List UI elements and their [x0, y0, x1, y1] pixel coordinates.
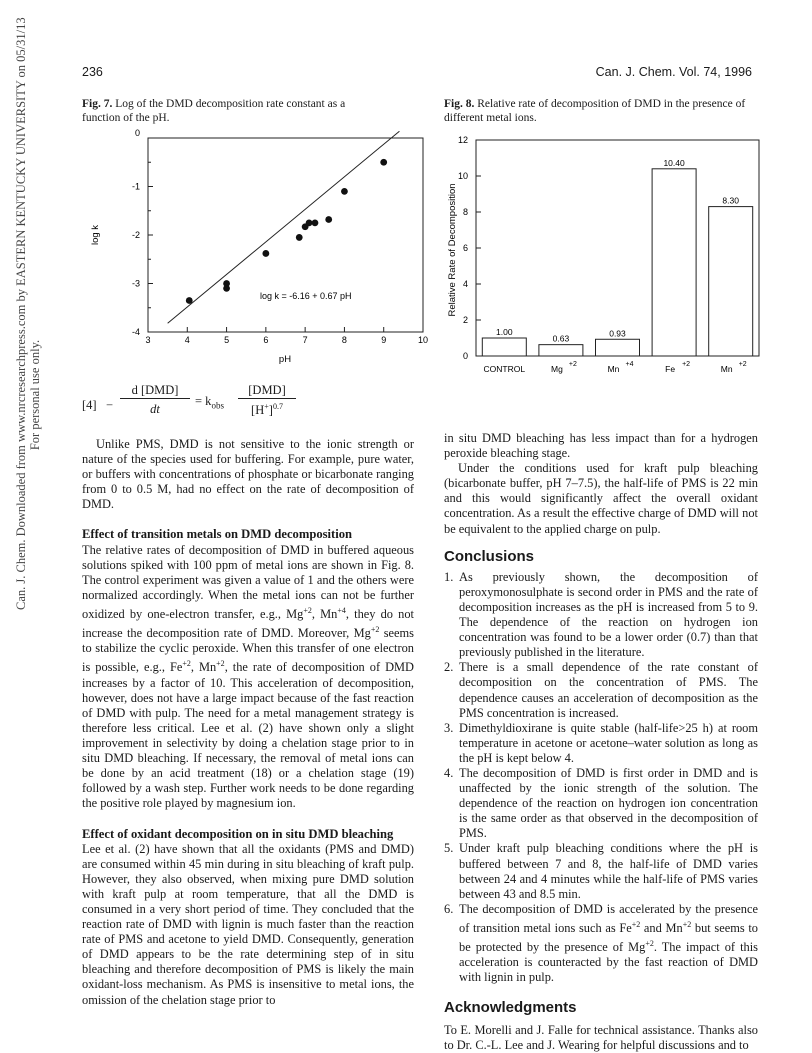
eq-obs-subscript: obs	[211, 400, 224, 411]
fig7-annotation: log k = -6.16 + 0.67 pH	[260, 291, 352, 301]
conclusion-text: The decomposition of DMD is first order in DMD and is unaffected by the ionic strength of the solution. The dependence of the reaction on hydrogen ion concentration is the same order as that observed in the decomposition of PMS.	[459, 765, 758, 841]
fig8-value-label: 8.30	[722, 195, 739, 206]
fig8-category-superscript: +2	[682, 361, 691, 368]
fig7-point	[223, 285, 230, 292]
fig8-y-tick-label: 2	[462, 315, 468, 325]
conclusion-item	[444, 660, 758, 720]
fig8-bars	[482, 158, 752, 374]
fig7-xlabel: pH	[278, 354, 292, 365]
text-run: . The impact of this acceleration is counteracted by the fast reaction of DMD with lignin in pulp.	[459, 940, 758, 985]
equation-4	[82, 383, 382, 427]
conclusion-text: As previously shown, the decomposition of peroxymonosulphate is second order in PMS and the rate of decomposition increases as the pH is increased from 5 to 9. The dependence of the reaction on hydrogen ion concentration was found to be a lower order (0.7) than that previously published in the literature.	[459, 569, 758, 660]
fig7-points	[186, 159, 387, 304]
eq-lhs-denominator: dt	[150, 402, 160, 416]
eq-plus-sup: +	[264, 402, 269, 411]
fig8-bar	[482, 338, 526, 356]
text-run: , Mn	[190, 660, 217, 675]
paragraph-kraft: Under the conditions used for kraft pulp bleaching (bicarbonate buffer, pH 7–7.5), the half-life of PMS is 22 min and this would significantly affect the overall oxidant concentration. As a result the effective charge of DMD will not be equivalent to the applied charge on pulp.	[444, 461, 758, 536]
superscript: +4	[337, 605, 346, 615]
conclusion-number: 2.	[444, 660, 454, 675]
fig8-category-superscript: +2	[738, 361, 747, 368]
fig7-point	[262, 250, 269, 257]
fig8-bar	[539, 345, 583, 356]
conclusions-list	[444, 570, 758, 986]
superscript: +2	[182, 659, 191, 669]
fig8-category-superscript: +2	[568, 361, 577, 368]
fig7-x-tick-label: 3	[145, 335, 151, 345]
paragraph-continued: in situ DMD bleaching has less impact than for a hydrogen peroxide bleaching stage.	[444, 431, 758, 461]
fig7-point	[380, 159, 387, 166]
fig8-chart	[440, 128, 770, 380]
text-run: The decomposition of DMD is accelerated by the presence of transition metal ions such as Fe	[459, 901, 758, 936]
fig8-caption-text: Relative rate of decomposition of DMD in the presence of different metal ions.	[444, 98, 746, 124]
conclusion-item	[444, 721, 758, 766]
fig7-x-tick-label: 6	[263, 335, 269, 345]
fig7-label: Fig. 7.	[82, 98, 113, 110]
paragraph-oxidant-decomposition: Lee et al. (2) have shown that all the oxidants (PMS and DMD) are consumed within 45 min during in situ bleaching of kraft pulp. However, they also observed, when mixing pure DMD solution with kraft pulp at room temperature, that all the DMD is consumed in a very short period of time. They concluded that the reaction rate of DMD with lignin is much faster than the reaction rate of PMS and acetone to yield DMD. Consequently, generation of DMD appears to be the rate determining step of in situ bleaching and therefore decomposition of PMS is likely the main oxidant-loss mechanism. As PMS is insensitive to metal ions, the omission of the chelation stage prior to	[82, 841, 414, 1007]
eq-rhs-numerator: [DMD]	[238, 383, 296, 399]
fig8-category-label: Fe	[665, 364, 676, 374]
fig7-x-tick-label: 4	[184, 335, 190, 345]
conclusion-item	[444, 902, 758, 986]
superscript: +2	[682, 919, 692, 929]
minus-sign: −	[106, 398, 114, 412]
conclusion-text: There is a small dependence of the rate constant of decomposition on the concentration of PMS. The dependence causes an acceleration of decomposition as the PMS concentration is increased.	[459, 660, 758, 720]
superscript: +2	[631, 919, 641, 929]
fig7-x-tick-label: 9	[381, 335, 387, 345]
fig8-y-tick-label: 4	[462, 279, 468, 289]
conclusion-text: Dimethyldioxirane is quite stable (half-life>25 h) at room temperature in acetone or acetone–water solution as long as the pH is kept below 4.	[459, 720, 758, 765]
text-run: but seems to be protected by the presence of Mg	[459, 921, 758, 955]
fig7-point	[306, 219, 313, 226]
fig7-x-tick-label: 10	[417, 335, 429, 345]
fig8-label: Fig. 8.	[444, 98, 475, 110]
fig8-category-label: Mg	[550, 364, 563, 374]
fig8-category-label: Mn	[720, 364, 733, 374]
conclusion-number: 6.	[444, 901, 454, 916]
journal-reference: Can. J. Chem. Vol. 74, 1996	[595, 65, 752, 79]
fig7-chart	[70, 128, 430, 365]
text-run: , Mn	[311, 607, 338, 622]
right-column	[444, 431, 758, 1053]
superscript: +2	[370, 625, 380, 635]
fig7-x-tick-label: 7	[302, 335, 308, 345]
conclusion-number: 1.	[444, 569, 454, 584]
eq-rhs-denominator	[238, 402, 296, 418]
fig8-bar	[709, 207, 753, 356]
conclusion-item	[444, 841, 758, 901]
fig8-category-label: Mn	[607, 364, 620, 374]
fig8-category-label: CONTROL	[483, 364, 526, 374]
eq-lhs-numerator: d [DMD]	[120, 383, 190, 399]
fig8-value-label: 0.63	[552, 333, 570, 344]
text-run: and Mn	[640, 921, 683, 936]
fig7-ylabel: log k	[90, 224, 101, 246]
fig7-y-axis	[132, 128, 153, 337]
fig8-value-label: 10.40	[663, 157, 685, 168]
heading-transition-metals: Effect of transition metals on DMD decomposition	[82, 527, 353, 542]
fig8-category-superscript: +4	[625, 361, 634, 368]
eq-bracket-close: ]	[268, 403, 273, 418]
conclusion-item	[444, 570, 758, 661]
paragraph-acknowledgments: To E. Morelli and J. Falle for technical assistance. Thanks also to Dr. C.-L. Lee and J. Wearing for helpful discussions and to	[444, 1022, 758, 1052]
fig8-ylabel: Relative Rate of Decomposition	[447, 183, 458, 317]
fig8-y-tick-label: 6	[462, 243, 468, 253]
fig7-caption-text: Log of the DMD decomposition rate constant as a function of the pH.	[82, 98, 346, 124]
eq-equals-k: = k	[195, 394, 212, 408]
fig7-point	[312, 219, 319, 226]
watermark-line-1: Can. J. Chem. Downloaded from www.nrcresearchpress.com by EASTERN KENTUCKY UNIVERSITY on 05/31/13	[14, 17, 28, 610]
paragraph-transition-metals	[82, 543, 414, 812]
fig8-value-label: 0.93	[609, 328, 626, 339]
heading-oxidant-decomposition: Effect of oxidant decomposition on in situ DMD bleaching	[82, 826, 394, 841]
fig8-y-tick-label: 8	[462, 207, 468, 217]
left-column	[82, 437, 414, 1008]
superscript: +2	[216, 659, 225, 669]
fig7-point	[296, 234, 303, 241]
fig8-y-tick-label: 0	[462, 351, 468, 361]
fig8-y-axis	[458, 135, 481, 361]
conclusion-item	[444, 766, 758, 841]
fig7-point	[325, 216, 332, 223]
watermark-line-2: For personal use only.	[28, 339, 42, 451]
eq-h-bracket: [H	[251, 403, 265, 418]
heading-conclusions: Conclusions	[444, 547, 535, 565]
fig7-x-tick-label: 5	[224, 335, 230, 345]
fig8-bar	[596, 339, 640, 356]
fig8-bar	[652, 169, 696, 356]
paragraph-pms: Unlike PMS, DMD is not sensitive to the ionic strength or nature of the species used for buffering. For example, pure water, or buffers with concentrations of phosphate or bicarbonate ranging from 0 to 0.5 M, had no effect on the rate of decomposition of DMD.	[82, 437, 414, 512]
fig7-y-tick-label: -4	[131, 327, 140, 337]
superscript: +2	[645, 939, 654, 949]
conclusion-number: 4.	[444, 765, 454, 780]
equation-number: [4]	[82, 398, 97, 412]
download-watermark	[14, 17, 42, 610]
text-run: The relative rates of decomposition of DMD in buffered aqueous solutions spiked with 100 ppm of metal ions are shown in Fig. 8. The control experiment was given a value of 1 and the others were normalized accordingly. When the metal ions can not be further oxidized by one-electron transfer, e.g., Mg	[82, 542, 414, 622]
page-number: 236	[82, 65, 103, 79]
fig7-x-axis	[145, 327, 428, 345]
fig7-y-tick-label: -1	[131, 181, 140, 192]
conclusion-number: 3.	[444, 720, 454, 735]
fig7-y-tick-label: -2	[131, 230, 140, 240]
text-run: seems to stabilize the cyclic peroxide. When this transfer of one electron is possible, e.g., Fe	[82, 626, 414, 675]
fig7-point	[341, 188, 348, 195]
fig7-y-tick-label: 0	[134, 128, 140, 138]
heading-acknowledgments: Acknowledgments	[444, 998, 577, 1016]
text-run: , the rate of decomposition of DMD increases by a factor of 10. This acceleration of decomposition, however, does not have a large impact because of the fast reaction of DMD with pulp. The need for a metal management strategy is therefore less critical. Lee et al. (2) have shown only a slight improvement in selectivity by doing a chelation stage prior to in situ DMD bleaching. If necessary, the removal of metal ions can be done by an acid treatment (18) or a chelation stage (19) followed by a wash step. Further work needs to be done regarding the positive role played by magnesium ion.	[82, 660, 414, 811]
fig7-caption	[82, 97, 382, 125]
conclusion-number: 5.	[444, 841, 454, 856]
eq-order-sup: 0.7	[272, 402, 283, 411]
text-run: , they do not increase the decomposition rate of DMD. Moreover, Mg	[82, 607, 414, 641]
fig7-point	[186, 297, 193, 304]
fig8-caption	[444, 97, 756, 125]
superscript: +2	[303, 605, 312, 615]
fig7-y-tick-label: -3	[131, 278, 140, 289]
conclusion-text: Under kraft pulp bleaching conditions where the pH is buffered between 7 and 8, the half-life of DMD varies between 24 and 4 minutes while the half-life of PMS varies between 43 and 8.5 min.	[459, 841, 758, 901]
fig8-y-tick-label: 10	[457, 171, 468, 181]
fig8-y-tick-label: 12	[457, 135, 468, 145]
eq-k-obs	[195, 394, 224, 411]
fig8-value-label: 1.00	[496, 327, 513, 337]
fig7-x-tick-label: 8	[341, 335, 347, 345]
